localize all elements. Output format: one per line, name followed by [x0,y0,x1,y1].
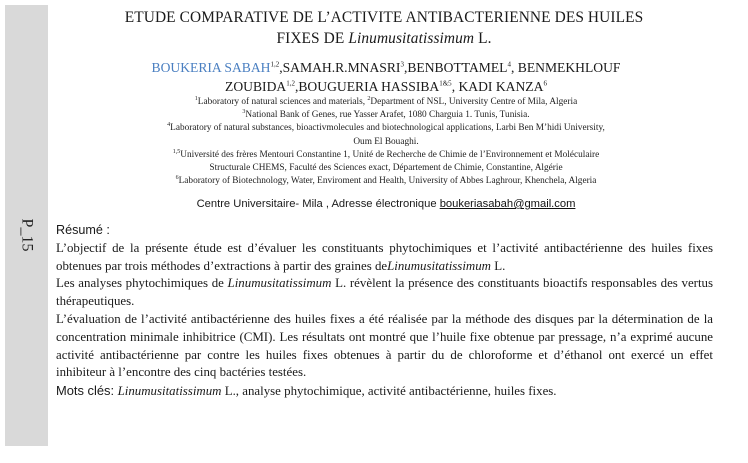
affiliation-line [56,122,716,135]
affil-sup: 1,5 [172,148,181,155]
author-4b: ZOUBIDA [225,78,287,94]
author-line-1 [56,59,716,78]
author-2: ,SAMAH.R.MNASRI [279,60,401,75]
affiliation-line: Structurale CHEMS, Faculté des Sciences exact, Département de Chimie, Constantine, Algérie [209,163,563,174]
email-link[interactable]: boukeriasabah@gmail.com [439,198,576,210]
abstract-text: L. [490,258,506,273]
abstract-text: Les analyses phytochimiques de [56,276,228,291]
affil-text: Laboratory of natural sciences and materials, [197,97,368,107]
keywords-label: Mots clés: [56,383,118,399]
affil-text: Laboratory of Biotechnology, Water, Enviroment and Health, University of Abbes Laghrour, Khenchela, Algeria [178,176,597,187]
affiliation-line [56,96,716,109]
author-line-2 [56,78,716,97]
contact-line [56,197,716,212]
author-5: ,BOUGUERIA HASSIBA [294,78,440,94]
affil-text: Université des frères Mentouri Constantine 1, Unité de Recherche de Chimie de l’Environnement et Moléculaire [180,149,600,160]
affil-sup: 6 [175,175,179,182]
abstract-paragraph-2 [56,275,713,311]
paper-title [58,7,710,49]
author-sup: 1&5 [439,78,452,87]
abstract-paragraph-3: L’évaluation de l’activité antibactérienne des huiles fixes a été réalisée par la méthode des disques par la détermination de la concentration minimale inhibitrice (CMI). Les résultats ont montré que l’huile fixe obtenue par pressage, n’a exprimé aucune activité antibactérienne par contre les huiles fixes obtenues à partir du de chloroforme et d’éthanol ont exercé un effet inhibiteur à l’encontre des cinq bactéries testées. [56,311,713,380]
affil-sup: 4 [167,122,171,129]
abstract-paragraph-1 [56,240,713,276]
title-text: FIXES DE [276,30,349,47]
affiliations [56,96,716,188]
author-sup: 1,2 [286,78,295,87]
title-line-1: ETUDE COMPARATIVE DE L’ACTIVITE ANTIBACTERIENNE DES HUILES [124,9,644,26]
author-4: , BENMEKHLOUF [510,60,621,75]
author-3: ,BENBOTTAMEL [403,60,508,75]
affil-sup: 2 [367,95,371,102]
affiliation-line [56,175,716,188]
author-sup: 4 [507,60,511,69]
author-sup: 6 [543,78,547,87]
abstract-text: L’objectif de la présente étude est d’évaluer les constituants phytochimiques et l’activité antibactérienne des huiles fixes obtenues par trois méthodes d’extractions à partir des graines de [56,240,713,273]
affil-text: Laboratory of natural substances, bioactivmolecules and biotechnological applications, Larbi Ben M’hidi University, [170,123,605,134]
author-sup: 3 [400,60,404,69]
species-name: Linumusitatissimum [387,258,491,273]
affiliation-line [56,109,716,122]
keywords-text: L., analyse phytochimique, activité antibactérienne, huiles fixes. [221,384,557,399]
author-list [56,59,716,96]
keywords [56,382,713,401]
abstract-heading: Résumé : [56,223,110,237]
affil-text: National Bank of Genes, rue Yasser Arafet, 1080 Charguia 1. Tunis, Tunisia. [245,110,530,121]
affil-sup: 1 [194,95,198,102]
species-name: Linumusitatissimum [117,384,222,399]
abstract-text: L. révèlent la présence des constituants bioactifs responsables des vertus thérapeutiques. [56,276,713,309]
title-line-2 [58,28,710,49]
species-name: Linumusitatissimum [227,276,332,291]
poster-code-label [10,205,42,265]
abstract [56,222,713,401]
affiliation-line [56,149,716,162]
author-6: , KADI KANZA [451,78,544,94]
title-species: Linumusitatissimum [348,30,475,47]
author-1: BOUKERIA SABAH [151,60,271,75]
title-suffix: L. [474,30,492,47]
affil-text: Department of NSL, University Centre of Mila, Algeria [370,97,578,107]
author-sup: 1,2 [270,60,280,69]
poster-code: P_15 [18,218,35,252]
affil-sup: 3 [242,109,246,116]
affiliation-line: Oum El Bouaghi. [353,136,419,147]
contact-text: Centre Universitaire- Mila , Adresse électronique [196,198,440,210]
